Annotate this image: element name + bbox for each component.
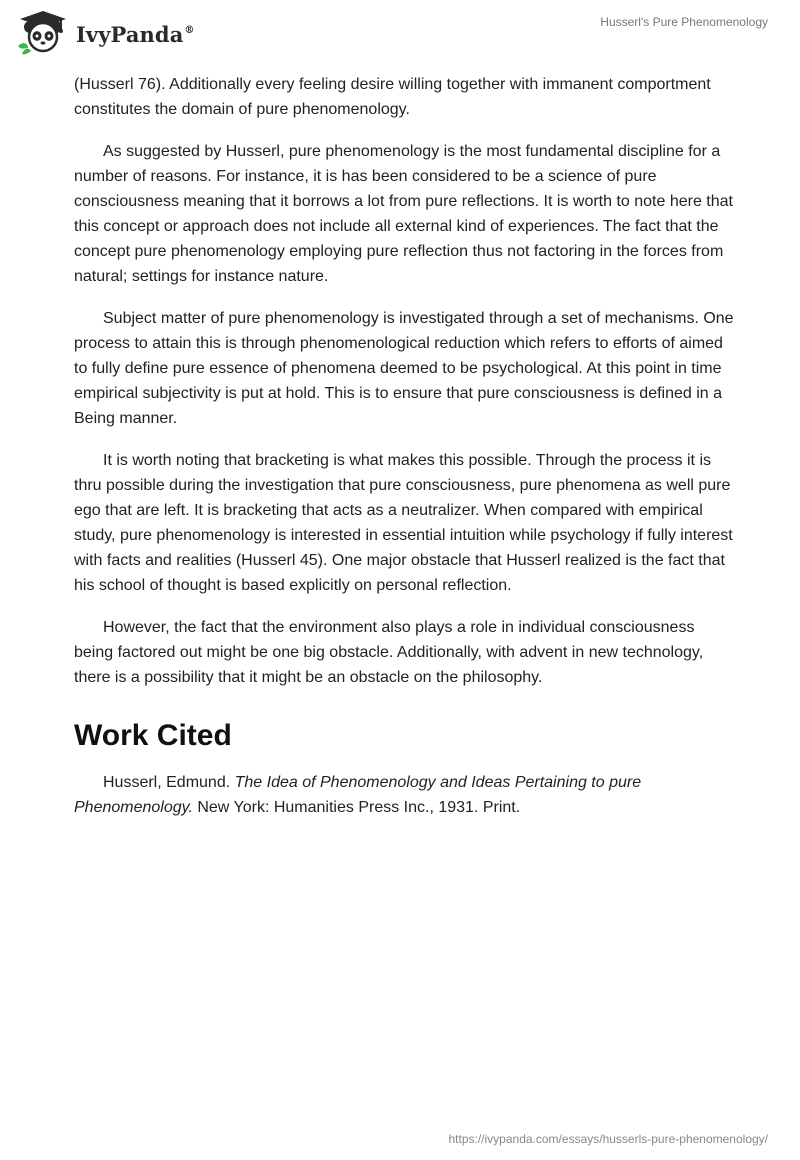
paragraph: However, the fact that the environment also plays a role in individual consciousness being factored out might be one big obstacle. Additionally, with advent in new technology, there is a possibility that it might be an obstacle on the philosophy. <box>74 619 704 686</box>
works-cited-heading: Work Cited <box>74 719 232 752</box>
essay-content <box>74 72 734 837</box>
paragraph: (Husserl 76). Additionally every feeling desire willing together with immanent comportment constitutes the domain of pure phenomenology. <box>74 76 711 118</box>
citation-entry <box>74 770 734 820</box>
citation-author: Husserl, Edmund. <box>103 774 235 791</box>
citation-title: The Idea of Phenomenology and Ideas Pertaining to pure Phenomenology. <box>74 774 642 816</box>
page-header <box>0 0 800 62</box>
source-url[interactable]: https://ivypanda.com/essays/husserls-pure-phenomenology/ <box>448 1132 768 1146</box>
paragraph: It is worth noting that bracketing is what makes this possible. Through the process it is thru possible during the investigation that pure consciousness, pure phenomena as well pure ego that are left. It is bracketing that acts as a neutralizer. When compared with empirical study, pure phenomenology is interested in essential intuition while psychology if fully interest with facts and realities (Husserl 45). One major obstacle that Husserl realized is the fact that his school of thought is based explicitly on personal reflection. <box>74 452 733 594</box>
citation-publication: New York: Humanities Press Inc., 1931. Print. <box>192 799 521 816</box>
paragraph: Subject matter of pure phenomenology is investigated through a set of mechanisms. One process to attain this is through phenomenological reduction which refers to efforts of aimed to fully define pure essence of phenomena deemed to be psychological. At this point in time empirical subjectivity is put at hold. This is to ensure that pure consciousness is defined in a Being manner. <box>74 310 734 427</box>
paragraph: As suggested by Husserl, pure phenomenology is the most fundamental discipline for a number of reasons. For instance, it is has been considered to be a science of pure consciousness meaning that it borrows a lot from pure reflections. It is worth to note here that this concept or approach does not include all external kind of experiences. The fact that the concept pure phenomenology employing pure reflection thus not factoring in the forces from natural; settings for instance nature. <box>74 143 733 285</box>
ivypanda-logo[interactable] <box>14 8 195 56</box>
registered-mark: ® <box>184 24 195 36</box>
panda-graduate-icon <box>14 8 72 56</box>
logo-wordmark: IvyPanda <box>76 21 184 47</box>
document-title: Husserl's Pure Phenomenology <box>600 15 768 29</box>
